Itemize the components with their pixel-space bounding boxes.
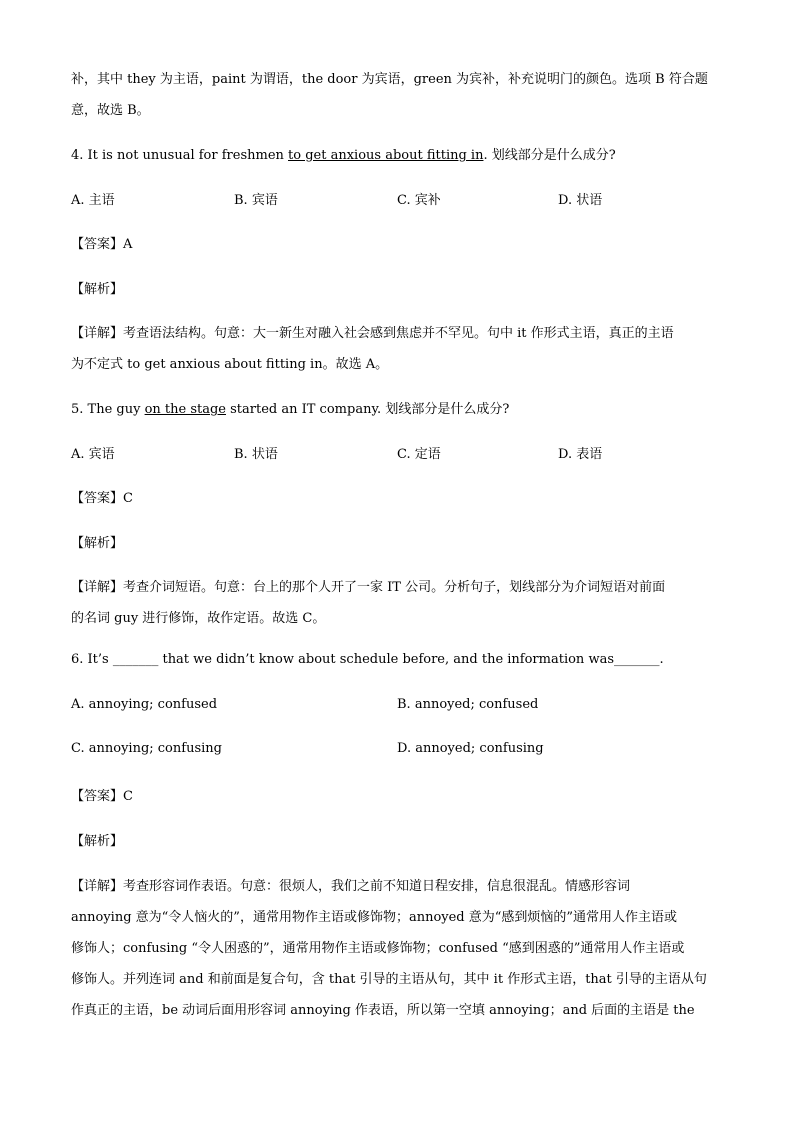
q6-answer bbox=[71, 785, 133, 804]
q6-option-c: C. annoying; confusing bbox=[71, 741, 222, 756]
q6-detail-line-2: annoying 意为“令人恼火的”，通常用物作主语或修饰物；annoyed 意为“感到烦恼的”通常用人作主语或 bbox=[71, 910, 678, 925]
q4-detail-text-1: 考查语法结构。句意：大一新生对融入社会感到焦虑并不罕见。句中 it 作形式主语，真正的主语 bbox=[123, 326, 674, 341]
q5-detail-label: 【详解】 bbox=[71, 580, 124, 595]
q5-analysis-label: 【解析】 bbox=[71, 536, 124, 551]
q4-stem bbox=[71, 144, 616, 163]
q5-stem bbox=[71, 398, 509, 417]
q4-option-d: D. 状语 bbox=[558, 193, 603, 208]
q4-underlined-phrase: to get anxious about fitting in bbox=[288, 148, 484, 163]
q6-detail-text-1: 考查形容词作表语。句意：很烦人，我们之前不知道日程安排，信息很混乱。情感形容词 bbox=[123, 879, 631, 894]
q6-answer-value: C bbox=[123, 789, 133, 804]
q5-option-c: C. 定语 bbox=[397, 447, 441, 462]
q5-option-b: B. 状语 bbox=[234, 447, 278, 462]
q5-stem-post: started an IT company. 划线部分是什么成分? bbox=[226, 402, 510, 417]
q6-stem: 6. It’s _______ that we didn’t know about schedule before, and the information was_______. bbox=[71, 652, 664, 667]
q5-answer-label: 【答案】 bbox=[71, 491, 124, 506]
q5-detail-line-2: 的名词 guy 进行修饰，故作定语。故选 C。 bbox=[71, 611, 326, 626]
q4-stem-post: . 划线部分是什么成分? bbox=[483, 148, 616, 163]
q4-answer-label: 【答案】 bbox=[71, 237, 124, 252]
q4-option-a: A. 主语 bbox=[71, 193, 115, 208]
q3-detail-line-1: 补，其中 they 为主语，paint 为谓语，the door 为宾语，green 为宾补，补充说明门的颜色。选项 B 符合题 bbox=[71, 72, 708, 87]
q5-detail-line-1 bbox=[71, 576, 665, 595]
q6-analysis-label: 【解析】 bbox=[71, 834, 124, 849]
q4-analysis-label: 【解析】 bbox=[71, 282, 124, 297]
q3-detail-line-2: 意，故选 B。 bbox=[71, 103, 150, 118]
q6-detail-line-5: 作真正的主语，be 动词后面用形容词 annoying 作表语，所以第一空填 annoying；and 后面的主语是 the bbox=[71, 1003, 695, 1018]
q6-option-a: A. annoying; confused bbox=[71, 697, 218, 712]
q6-detail-line-3: 修饰人；confusing “令人困惑的”，通常用物作主语或修饰物；confused “感到困惑的”通常用人作主语或 bbox=[71, 941, 685, 956]
q4-answer-value: A bbox=[123, 237, 133, 252]
q6-answer-label: 【答案】 bbox=[71, 789, 124, 804]
q4-answer bbox=[71, 233, 132, 252]
q4-detail-label: 【详解】 bbox=[71, 326, 124, 341]
q4-detail-line-2: 为不定式 to get anxious about fitting in。故选 A。 bbox=[71, 357, 389, 372]
q5-stem-pre: 5. The guy bbox=[71, 402, 145, 417]
q5-detail-text-1: 考查介词短语。句意：台上的那个人开了一家 IT 公司。分析句子，划线部分为介词短语对前面 bbox=[123, 580, 666, 595]
q4-option-c: C. 宾补 bbox=[397, 193, 441, 208]
q6-detail-label: 【详解】 bbox=[71, 879, 124, 894]
q4-option-b: B. 宾语 bbox=[234, 193, 278, 208]
q5-answer bbox=[71, 487, 133, 506]
q5-underlined-phrase: on the stage bbox=[144, 402, 226, 417]
q5-answer-value: C bbox=[123, 491, 133, 506]
q4-stem-pre: 4. It is not unusual for freshmen bbox=[71, 148, 289, 163]
q6-detail-line-1 bbox=[71, 875, 630, 894]
q6-detail-line-4: 修饰人。并列连词 and 和前面是复合句，含 that 引导的主语从句，其中 it 作形式主语，that 引导的主语从句 bbox=[71, 972, 707, 987]
q6-option-d: D. annoyed; confusing bbox=[397, 741, 544, 756]
q4-detail-line-1 bbox=[71, 322, 674, 341]
q5-option-d: D. 表语 bbox=[558, 447, 603, 462]
q5-option-a: A. 宾语 bbox=[71, 447, 115, 462]
q6-option-b: B. annoyed; confused bbox=[397, 697, 539, 712]
